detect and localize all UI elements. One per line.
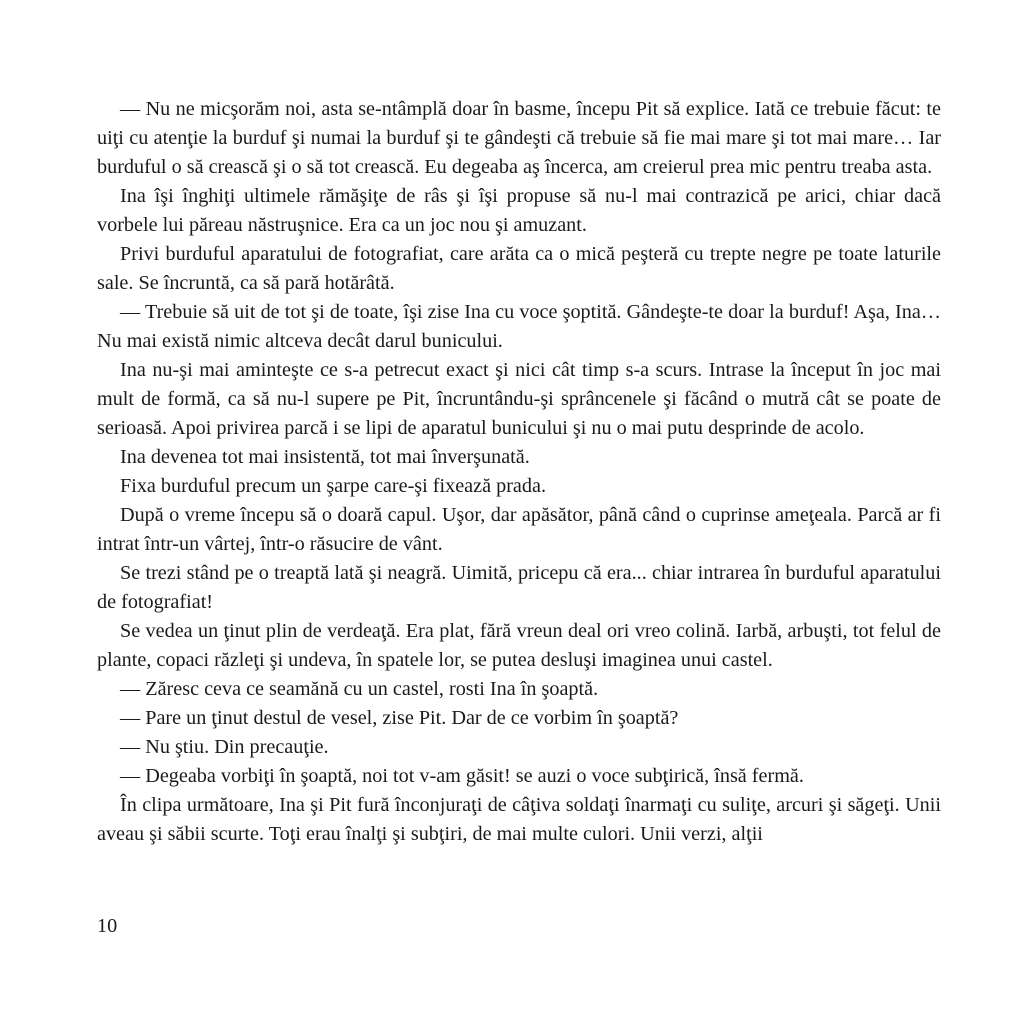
paragraph: — Pare un ţinut destul de vesel, zise Pit. Dar de ce vorbim în şoaptă?: [120, 707, 679, 729]
paragraph: — Zăresc ceva ce seamănă cu un castel, rosti Ina în şoaptă.: [120, 678, 599, 700]
paragraph: După o vreme începu să o doară capul. Uşor, dar apăsător, până când o cuprinse ameţeala. Parcă ar fi intrat într-un vârtej, într-o răsucire de vânt.: [97, 504, 941, 555]
paragraph: — Trebuie să uit de tot şi de toate, îşi zise Ina cu voce şoptită. Gândeşte-te doar la burduf! Aşa, Ina… Nu mai există nimic altceva decât darul bunicului.: [97, 301, 941, 352]
paragraph: Se vedea un ţinut plin de verdeaţă. Era plat, fără vreun deal ori vreo colină. Iarbă, arbuşti, tot felul de plante, copaci răzleţi şi undeva, în spatele lor, se putea desluşi imaginea unui castel.: [97, 620, 941, 671]
paragraph: Privi burduful aparatului de fotografiat, care arăta ca o mică peşteră cu trepte negre pe toate laturile sale. Se încruntă, ca să pară hotărâtă.: [97, 243, 941, 294]
paragraph: Ina devenea tot mai insistentă, tot mai înverşunată.: [120, 446, 530, 468]
paragraph: Fixa burduful precum un şarpe care-şi fixează prada.: [120, 475, 546, 497]
paragraph: Ina nu-şi mai aminteşte ce s-a petrecut exact şi nici cât timp s-a scurs. Intrase la început în joc mai mult de formă, ca să nu-l supere pe Pit, încruntându-şi sprâncenele şi făcând o mutră cât se poate de serioasă. Apoi privirea parcă i se lipi de aparatul bunicului şi nu o mai putu desprinde de acolo.: [97, 359, 941, 439]
paragraph: — Degeaba vorbiţi în şoaptă, noi tot v-am găsit! se auzi o voce subţirică, însă fermă.: [120, 765, 804, 787]
paragraph: Se trezi stând pe o treaptă lată şi neagră. Uimită, pricepu că era... chiar intrarea în burduful aparatului de fotografiat!: [97, 562, 941, 613]
page-number: 10: [97, 915, 118, 937]
paragraph: În clipa următoare, Ina şi Pit fură înconjuraţi de câţiva soldaţi înarmaţi cu suliţe, arcuri şi săgeţi. Unii aveau şi săbii scurte. Toţi erau înalţi şi subţiri, de mai multe culori. Unii verzi, alţii: [97, 794, 941, 845]
paragraph: Ina îşi înghiţi ultimele rămăşiţe de râs şi îşi propuse să nu-l mai contrazică pe arici, chiar dacă vorbele lui păreau năstruşnice. Era ca un joc nou şi amuzant.: [97, 185, 941, 236]
body-text: [97, 95, 941, 849]
paragraph: — Nu ştiu. Din precauţie.: [120, 736, 329, 758]
paragraph: — Nu ne micşorăm noi, asta se-ntâmplă doar în basme, începu Pit să explice. Iată ce trebuie făcut: te uiţi cu atenţie la burduf şi numai la burduf şi te gândeşti că trebuie să fie mai mare şi tot mai mare… Iar burduful o să crească şi o să tot crească. Eu degeaba aş încerca, am creierul prea mic pentru treaba asta.: [97, 98, 941, 178]
